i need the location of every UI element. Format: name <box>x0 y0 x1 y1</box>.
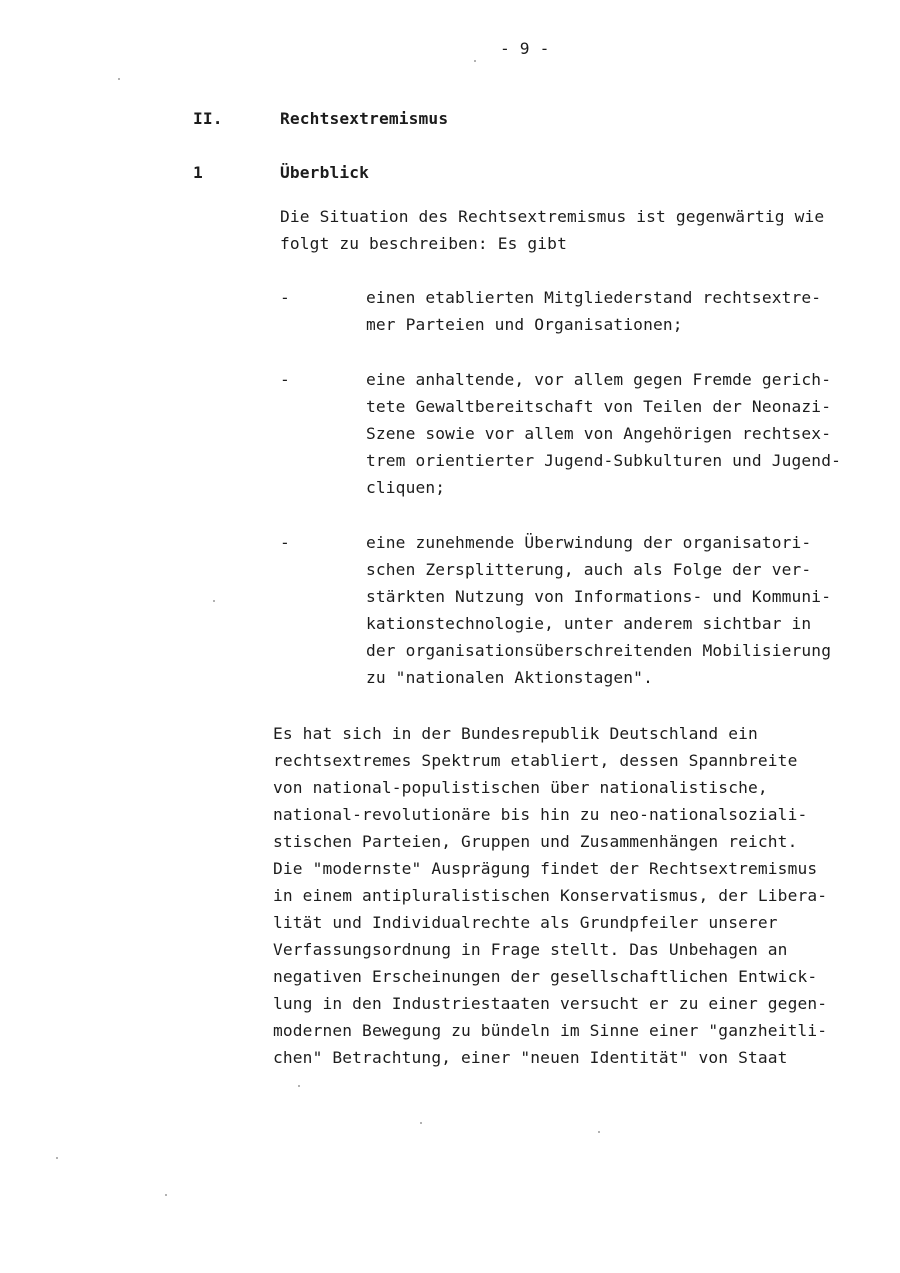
bullet-marker: - <box>280 288 290 307</box>
scan-speck <box>118 78 120 80</box>
paragraph-line: national-revolutionäre bis hin zu neo-nationalsoziali- <box>273 805 808 824</box>
scan-speck <box>420 1122 422 1124</box>
paragraph-line: modernen Bewegung zu bündeln im Sinne einer "ganzheitli- <box>273 1021 828 1040</box>
paragraph-line: in einem antipluralistischen Konservatismus, der Libera- <box>273 886 828 905</box>
paragraph-line: Verfassungsordnung in Frage stellt. Das Unbehagen an <box>273 940 788 959</box>
bullet-line: mer Parteien und Organisationen; <box>366 315 683 334</box>
bullet-marker: - <box>280 370 290 389</box>
bullet-line: eine zunehmende Überwindung der organisatori- <box>366 533 812 552</box>
subsection-title: Überblick <box>280 163 370 182</box>
bullet-line: schen Zersplitterung, auch als Folge der ver- <box>366 560 812 579</box>
bullet-line: tete Gewaltbereitschaft von Teilen der Neonazi- <box>366 397 832 416</box>
scan-speck <box>56 1157 58 1159</box>
paragraph-line: lität und Individualrechte als Grundpfeiler unserer <box>273 913 778 932</box>
paragraph-line: negativen Erscheinungen der gesellschaftlichen Entwick- <box>273 967 818 986</box>
bullet-marker: - <box>280 533 290 552</box>
bullet-line: zu "nationalen Aktionstagen". <box>366 668 653 687</box>
section-number: II. <box>193 109 223 128</box>
subsection-number: 1 <box>193 163 203 182</box>
scan-speck <box>298 1085 300 1087</box>
scan-speck <box>213 600 215 602</box>
paragraph-line: Es hat sich in der Bundesrepublik Deutschland ein <box>273 724 758 743</box>
page-number: - 9 - <box>500 39 550 58</box>
paragraph-line: stischen Parteien, Gruppen und Zusammenhängen reicht. <box>273 832 798 851</box>
bullet-line: stärkten Nutzung von Informations- und Kommuni- <box>366 587 832 606</box>
scan-speck <box>598 1131 600 1133</box>
section-title: Rechtsextremismus <box>280 109 449 128</box>
intro-line: folgt zu beschreiben: Es gibt <box>280 234 567 253</box>
paragraph-line: rechtsextremes Spektrum etabliert, dessen Spannbreite <box>273 751 798 770</box>
bullet-line: kationstechnologie, unter anderem sichtbar in <box>366 614 812 633</box>
paragraph-line: lung in den Industriestaaten versucht er zu einer gegen- <box>273 994 828 1013</box>
paragraph-line: Die "modernste" Ausprägung findet der Rechtsextremismus <box>273 859 818 878</box>
bullet-line: cliquen; <box>366 478 446 497</box>
bullet-line: der organisationsüberschreitenden Mobilisierung <box>366 641 832 660</box>
scan-speck <box>474 60 476 62</box>
paragraph-line: von national-populistischen über nationalistische, <box>273 778 768 797</box>
scan-speck <box>165 1194 167 1196</box>
bullet-line: eine anhaltende, vor allem gegen Fremde gerich- <box>366 370 832 389</box>
paragraph-line: chen" Betrachtung, einer "neuen Identität" von Staat <box>273 1048 788 1067</box>
intro-line: Die Situation des Rechtsextremismus ist gegenwärtig wie <box>280 207 825 226</box>
bullet-line: Szene sowie vor allem von Angehörigen rechtsex- <box>366 424 832 443</box>
bullet-line: trem orientierter Jugend-Subkulturen und Jugend- <box>366 451 841 470</box>
bullet-line: einen etablierten Mitgliederstand rechtsextre- <box>366 288 822 307</box>
